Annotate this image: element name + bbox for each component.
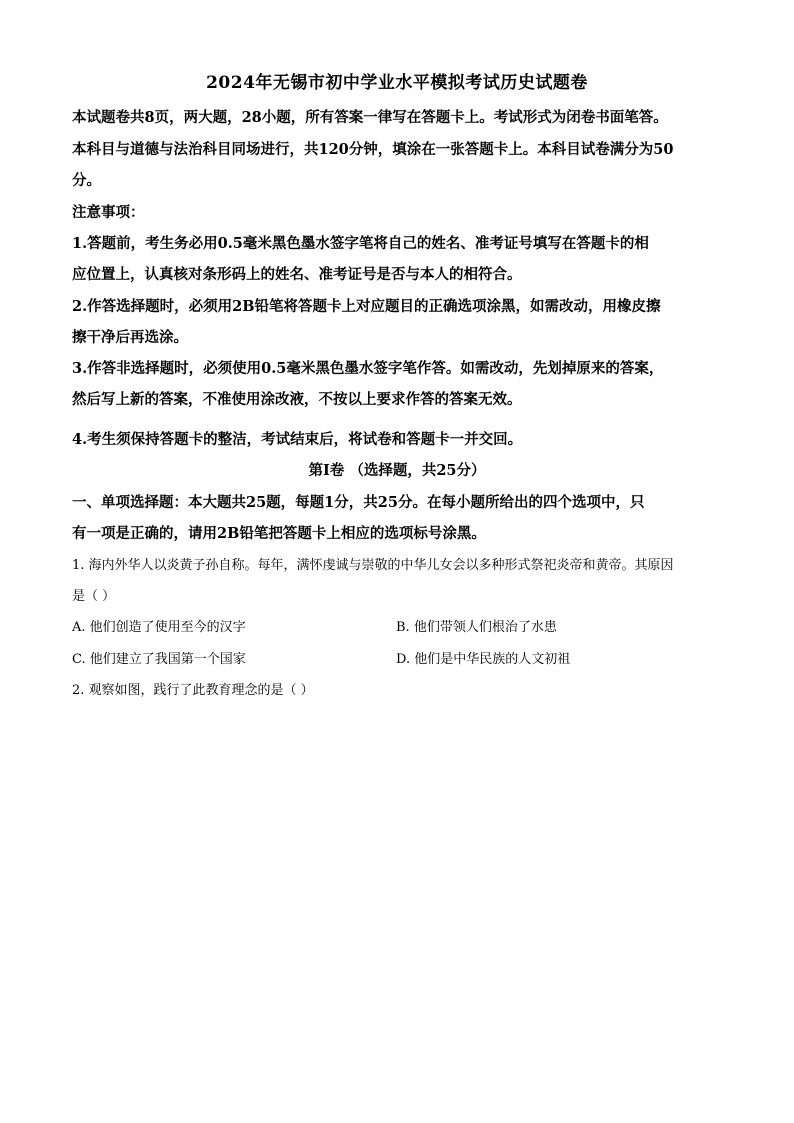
q1-stem-line-2: 是（ ）: [72, 589, 116, 604]
notice-line-6: 然后写上新的答案，不准使用涂改液，不按以上要求作答的答案无效。: [72, 391, 522, 408]
notice-line-7: 4.考生须保持答题卡的整洁，考试结束后，将试卷和答题卡一并交回。: [72, 431, 523, 448]
notice-heading: 注意事项：: [72, 204, 145, 221]
notice-line-3: 2.作答选择题时，必须用2B铅笔将答题卡上对应题目的正确选项涂黑，如需改动，用橡皮擦: [72, 298, 661, 315]
part-one-line-1: 一、单项选择题：本大题共25题，每题1分，共25分。在每小题所给出的四个选项中，只: [72, 494, 645, 511]
q1-option-a: A. 他们创造了使用至今的汉字: [72, 620, 246, 635]
q1-option-d: D. 他们是中华民族的人文初祖: [396, 652, 571, 667]
q1-option-c: C. 他们建立了我国第一个国家: [72, 652, 246, 667]
intro-line-2: 本科目与道德与法治科目同场进行，共120分钟，填涂在一张答题卡上。本科目试卷满分为50: [72, 141, 674, 158]
section-title: 第Ⅰ卷 （选择题，共25分）: [308, 462, 486, 479]
notice-line-1: 1.答题前，考生务必用0.5毫米黑色墨水签字笔将自己的姓名、准考证号填写在答题卡的相: [72, 235, 649, 252]
q2-stem: 2. 观察如图，践行了此教育理念的是（ ）: [72, 683, 314, 698]
part-one-line-2: 有一项是正确的，请用2B铅笔把答题卡上相应的选项标号涂黑。: [72, 525, 486, 542]
notice-line-4: 擦干净后再选涂。: [72, 329, 188, 346]
q1-option-b: B. 他们带领人们根治了水患: [396, 620, 557, 635]
q1-stem-line-1: 1. 海内外华人以炎黄子孙自称。每年，满怀虔诚与崇敬的中华儿女会以多种形式祭祀炎帝和黄帝。其原因: [72, 558, 674, 573]
intro-line-3: 分。: [72, 172, 101, 189]
page-title: 2024年无锡市初中学业水平模拟考试历史试题卷: [206, 73, 588, 93]
notice-line-2: 应位置上，认真核对条形码上的姓名、准考证号是否与本人的相符合。: [72, 266, 522, 283]
intro-line-1: 本试题卷共8页，两大题，28小题，所有答案一律写在答题卡上。考试形式为闭卷书面笔答。: [72, 109, 668, 126]
notice-line-5: 3.作答非选择题时，必须使用0.5毫米黑色墨水签字笔作答。如需改动，先划掉原来的答案，: [72, 360, 664, 377]
